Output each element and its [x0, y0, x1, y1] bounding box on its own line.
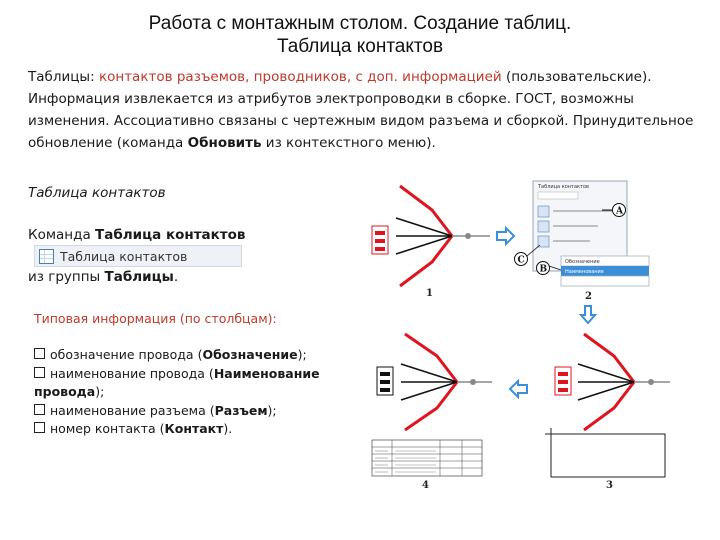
list-item-text: наименование разъема (	[50, 402, 215, 418]
group-name: Таблицы	[104, 269, 174, 285]
intro-label: Таблицы	[28, 69, 91, 85]
step-number-4: 4	[422, 480, 429, 491]
intro-kinds: контактов разъемов, проводников, с доп. информацией	[98, 69, 502, 85]
intro-sep: :	[90, 69, 99, 85]
list-item-text: номер контакта (	[50, 421, 165, 436]
intro-rest-2: из контекстного меню).	[261, 135, 436, 151]
menu-title: Таблица контактов	[538, 184, 589, 190]
command-prefix: Команда	[28, 227, 96, 243]
menu-icon[interactable]	[538, 206, 549, 217]
step2-context-menu	[515, 181, 650, 302]
list-item-bold: Контакт	[164, 421, 224, 436]
callout-a: A	[616, 206, 623, 217]
command-name: Таблица контактов	[95, 227, 246, 243]
step-number-2: 2	[585, 291, 592, 302]
arrow-left-icon	[510, 381, 527, 397]
list-item-bold: Разъем	[214, 402, 268, 418]
group-prefix: из группы	[28, 269, 105, 285]
list-item-bold: Обозначение	[202, 347, 298, 362]
wire	[400, 186, 452, 236]
contact-table-result	[372, 440, 482, 476]
menu-item-1[interactable]: Обозначение	[565, 259, 600, 265]
wire	[405, 334, 457, 382]
wire	[584, 334, 634, 382]
list-item-text: обозначение провода (	[50, 347, 203, 362]
arrow-right-icon	[497, 228, 514, 244]
empty-table	[551, 434, 665, 477]
step4-assembly	[372, 334, 492, 491]
list-item-tail: );	[267, 402, 277, 418]
wire	[400, 236, 452, 286]
menu-icon[interactable]	[538, 221, 549, 232]
callout-c: C	[517, 255, 525, 266]
title-line-1: Работа с монтажным столом. Создание таблиц.	[148, 13, 572, 34]
wire	[405, 382, 457, 430]
step3-assembly	[545, 334, 670, 491]
title-line-2: Таблица контактов	[276, 36, 444, 57]
intro-rest-1: (пользовательские). Информация извлекается из атрибутов электропроводки в сборке. ГОСТ, возможны изменения. Ассоциативно связаны с чертежным видом разъема и сборкой. Принудительное обновление (команда	[28, 69, 694, 151]
list-item-bold: Наименование провода	[34, 365, 320, 399]
update-command: Обновить	[187, 135, 262, 151]
list-item-tail: );	[95, 384, 105, 399]
step-number-3: 3	[606, 480, 613, 491]
arrow-down-icon	[581, 306, 595, 323]
wire	[584, 382, 634, 430]
callout-b: B	[539, 264, 548, 275]
step-number-1: 1	[426, 288, 433, 299]
typical-heading: Типовая информация (по столбцам):	[34, 311, 277, 326]
list-item-tail: ).	[223, 421, 233, 436]
menu-item-2[interactable]: Наименование	[565, 269, 604, 275]
contact-table-button-label: Таблица контактов	[60, 248, 188, 264]
list-item-tail: );	[297, 347, 307, 362]
step1-assembly	[372, 186, 490, 299]
list-item-text: наименование провода (	[50, 365, 214, 381]
group-suffix: .	[173, 269, 179, 285]
section-title: Таблица контактов	[28, 185, 166, 201]
